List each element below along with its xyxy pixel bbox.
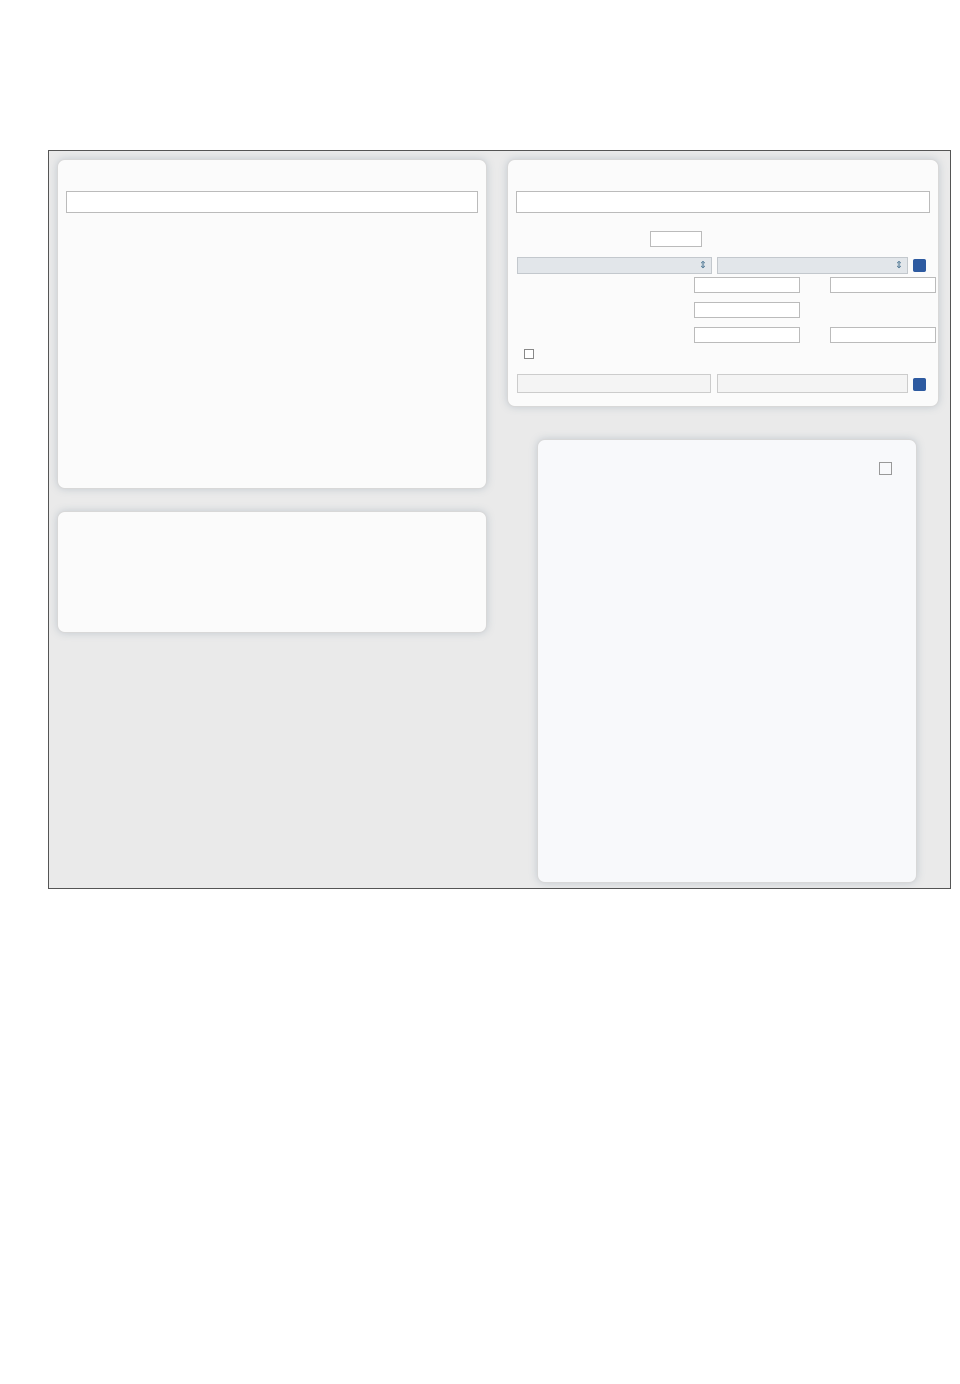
time-from-input[interactable] bbox=[694, 277, 800, 293]
chevron-down-icon: ⇕ bbox=[699, 260, 707, 271]
clear-filter-button[interactable] bbox=[517, 374, 711, 393]
info-icon[interactable] bbox=[913, 378, 926, 391]
close-icon[interactable] bbox=[879, 462, 892, 475]
series-meeting-select[interactable] bbox=[717, 257, 908, 274]
params-search-input[interactable] bbox=[516, 191, 930, 213]
info-icon[interactable] bbox=[913, 259, 926, 272]
time-to-input[interactable] bbox=[830, 277, 936, 293]
filter-button[interactable] bbox=[717, 374, 908, 393]
min-seats-input[interactable] bbox=[650, 231, 702, 247]
min-length-input[interactable] bbox=[694, 302, 800, 318]
single-meeting-select[interactable] bbox=[517, 257, 712, 274]
building-filter-input[interactable] bbox=[66, 191, 478, 213]
search-results-panel bbox=[537, 439, 917, 883]
figure-screenshot bbox=[48, 150, 951, 889]
date-to-input[interactable] bbox=[830, 327, 936, 343]
search-params-panel bbox=[507, 159, 939, 407]
split-dates-checkbox[interactable] bbox=[524, 349, 534, 359]
date-from-input[interactable] bbox=[694, 327, 800, 343]
select-buildings-panel bbox=[57, 159, 487, 489]
chevron-down-icon: ⇕ bbox=[895, 260, 903, 271]
selected-buildings-panel bbox=[57, 511, 487, 633]
